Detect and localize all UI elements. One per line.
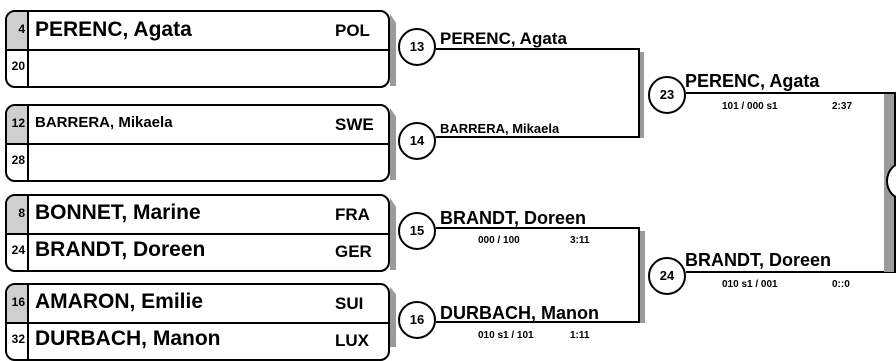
player-name: BRANDT, Doreen bbox=[35, 238, 206, 261]
round2-winner-name: BRANDT, Doreen bbox=[440, 208, 587, 228]
pair-box bbox=[5, 104, 390, 182]
match-time: 0::0 bbox=[832, 279, 850, 290]
match-score: 101 / 000 s1 bbox=[722, 101, 778, 112]
seed-number: 24 bbox=[11, 243, 25, 257]
divider bbox=[7, 49, 388, 51]
match-number-badge: 14 bbox=[398, 122, 436, 160]
player-name: BARRERA, Mikaela bbox=[35, 114, 173, 131]
seed-number: 4 bbox=[18, 22, 25, 36]
seed-number: 8 bbox=[18, 206, 25, 220]
match-pair-3 bbox=[5, 194, 390, 270]
player-name: PERENC, Agata bbox=[35, 18, 192, 41]
match-number-badge: 13 bbox=[398, 28, 436, 66]
seed-number: 32 bbox=[11, 332, 25, 346]
match-score: 000 / 100 bbox=[478, 235, 520, 246]
match-number-badge: 23 bbox=[648, 76, 686, 114]
round2-winner-name: BARRERA, Mikaela bbox=[440, 121, 560, 136]
round3-winner-name: PERENC, Agata bbox=[685, 71, 820, 91]
pair-box bbox=[5, 10, 390, 88]
divider bbox=[7, 322, 388, 324]
match-score: 010 s1 / 101 bbox=[478, 330, 534, 341]
country-code: GER bbox=[335, 242, 372, 261]
seed-number: 20 bbox=[11, 59, 25, 73]
player-name: DURBACH, Manon bbox=[35, 327, 221, 350]
match-score: 010 s1 / 001 bbox=[722, 279, 778, 290]
winner-line bbox=[436, 136, 640, 138]
round3-winner-name: BRANDT, Doreen bbox=[685, 250, 832, 270]
match-pair-4 bbox=[5, 283, 390, 359]
match-number-badge: 15 bbox=[398, 212, 436, 250]
bracket-connector bbox=[390, 198, 396, 270]
bracket-connector-shade bbox=[640, 231, 645, 323]
round2-winner-name: DURBACH, Manon bbox=[440, 303, 599, 323]
bracket-connector-shade bbox=[640, 52, 644, 138]
country-code: LUX bbox=[335, 331, 369, 350]
bracket-connector bbox=[390, 287, 396, 347]
match-pair-2 bbox=[5, 104, 390, 180]
round2-winner-name: PERENC, Agata bbox=[440, 29, 567, 48]
bracket-connector bbox=[390, 108, 396, 180]
divider bbox=[7, 143, 388, 145]
match-time: 2:37 bbox=[832, 101, 853, 112]
match-time: 3:11 bbox=[570, 235, 590, 246]
country-code: SUI bbox=[335, 294, 364, 313]
match-number-badge: 16 bbox=[398, 301, 436, 339]
seed-number: 16 bbox=[11, 295, 25, 309]
match-number-badge: 24 bbox=[648, 257, 686, 295]
winner-line bbox=[686, 92, 896, 94]
country-code: SWE bbox=[335, 115, 374, 134]
player-name: AMARON, Emilie bbox=[35, 290, 204, 313]
pair-box bbox=[5, 194, 390, 272]
match-pair-1 bbox=[5, 10, 390, 86]
country-code: FRA bbox=[335, 205, 370, 224]
seed-number: 12 bbox=[11, 116, 25, 130]
match-time: 1:11 bbox=[570, 330, 590, 341]
player-name: BONNET, Marine bbox=[35, 201, 201, 224]
pair-box bbox=[5, 283, 390, 361]
country-code: POL bbox=[335, 21, 370, 40]
seed-number: 28 bbox=[11, 153, 25, 167]
winner-line bbox=[686, 271, 896, 273]
bracket-connector bbox=[390, 14, 396, 86]
divider bbox=[7, 233, 388, 235]
